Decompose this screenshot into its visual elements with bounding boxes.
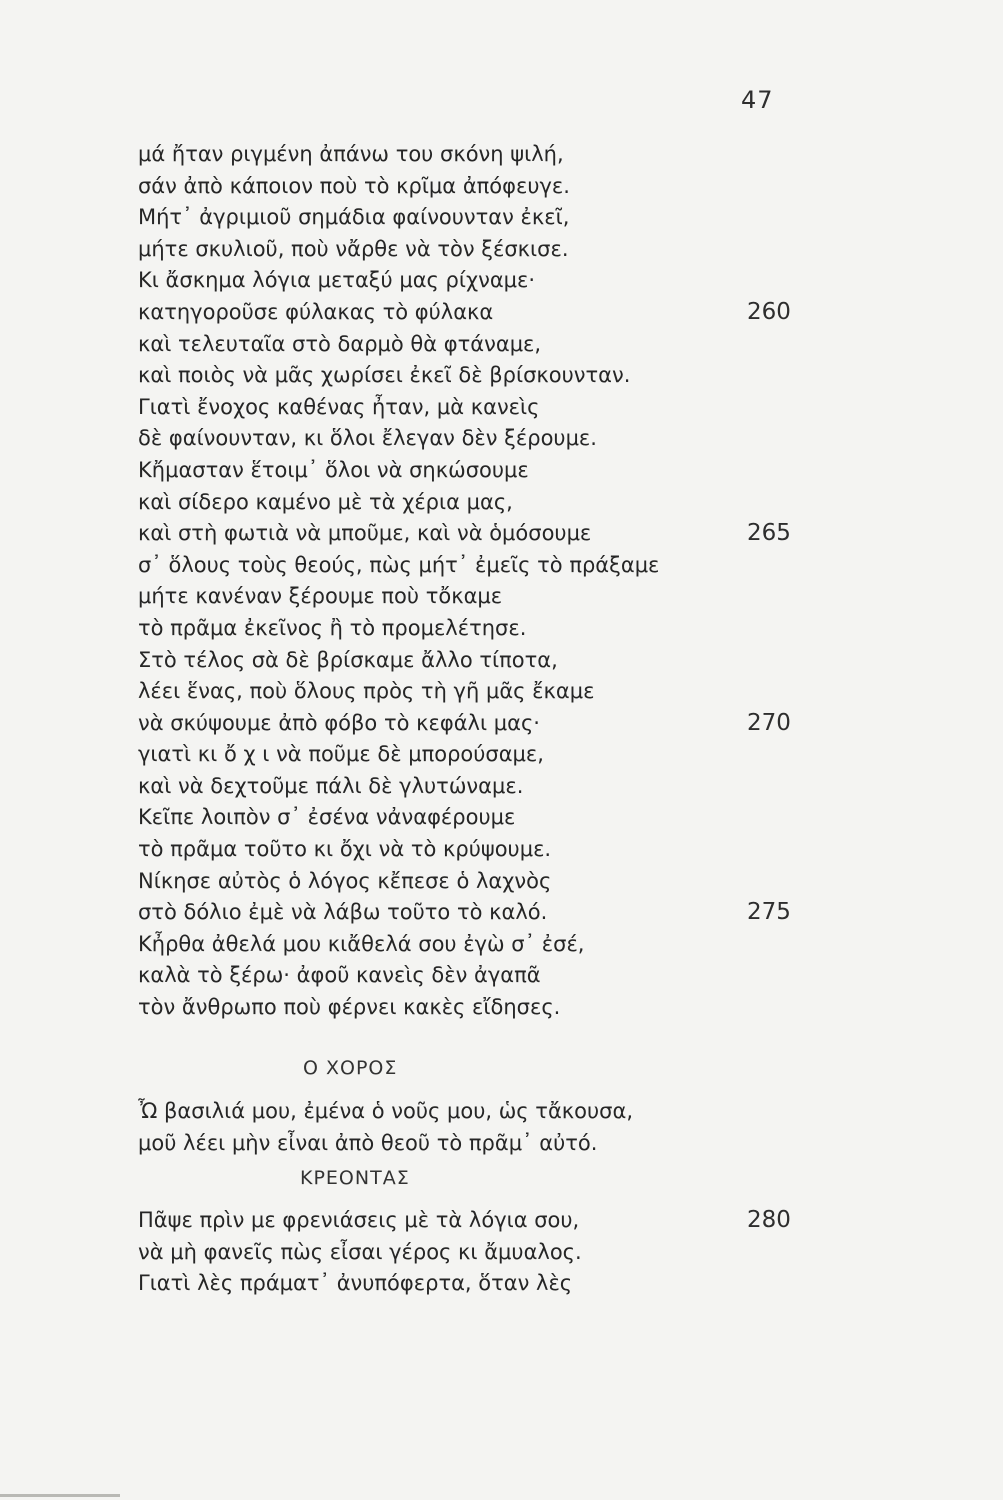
verse-line (138, 1237, 938, 1269)
verse-line (138, 613, 938, 645)
verse-line (138, 645, 938, 677)
page-number: 47 (741, 86, 774, 114)
verse-line-text: Νίκησε αὐτὸς ὁ λόγος κἔπεσε ὁ λαχνὸς (138, 868, 552, 893)
verse-line-text: τὸν ἄνθρωπο ποὺ φέρνει κακὲς εἴδησες. (138, 995, 561, 1020)
speaker-heading-chorus: Ο ΧΟΡΟΣ (303, 1057, 398, 1079)
verse-line (138, 708, 938, 740)
verse-line (138, 518, 938, 550)
verse-block-1 (138, 139, 938, 1024)
verse-line-text: τὸ πρᾶμα ἐκεῖνος ἢ τὸ προμελέτησε. (138, 615, 527, 640)
verse-line-text: μήτε κανέναν ξέρουμε ποὺ τὄκαμε (138, 584, 503, 609)
verse-line (138, 1205, 938, 1237)
verse-line (138, 171, 938, 203)
verse-line (138, 360, 938, 392)
verse-line-text: Ὦ βασιλιά μου, ἐμένα ὁ νοῦς μου, ὡς τἄκουσα, (138, 1099, 633, 1123)
line-number: 265 (747, 520, 791, 547)
verse-line (138, 992, 938, 1024)
line-number: 260 (747, 298, 791, 325)
verse-line-text: καὶ ποιὸς νὰ μᾶς χωρίσει ἐκεῖ δὲ βρίσκουνταν. (138, 363, 631, 388)
verse-line-text: καὶ σίδερο καμένο μὲ τὰ χέρια μας, (138, 489, 513, 514)
verse-line (138, 1128, 938, 1160)
verse-line-text: καὶ νὰ δεχτοῦμε πάλι δὲ γλυτώναμε. (138, 773, 524, 798)
verse-line-text: γιατὶ κι ὄ χ ι νὰ ποῦμε δὲ μπορούσαμε, (138, 742, 544, 767)
verse-line-text: νὰ μὴ φανεῖς πὼς εἶσαι γέρος κι ἄμυαλος. (138, 1239, 582, 1264)
verse-block-3 (138, 1205, 938, 1300)
verse-line-text: Γιατὶ λὲς πράματ᾽ ἀνυπόφερτα, ὅταν λὲς (138, 1271, 573, 1296)
verse-line-text: Κἤμασταν ἕτοιμ᾽ ὅλοι νὰ σηκώσουμε (138, 457, 529, 482)
verse-line (138, 676, 938, 708)
verse-line (138, 455, 938, 487)
verse-line-text: σάν ἀπὸ κάποιον ποὺ τὸ κρῖμα ἀπόφευγε. (138, 173, 570, 198)
verse-line (138, 739, 938, 771)
verse-line (138, 771, 938, 803)
verse-line-text: καλὰ τὸ ξέρω· ἀφοῦ κανεὶς δὲν ἀγαπᾶ (138, 963, 541, 988)
line-number: 275 (747, 899, 791, 926)
scan-edge-mark (0, 1494, 120, 1497)
verse-line (138, 866, 938, 898)
verse-line-text: Κι ἄσκημα λόγια μεταξύ μας ρίχναμε· (138, 268, 536, 293)
verse-line-text: στὸ δόλιο ἐμὲ νὰ λάβω τοῦτο τὸ καλό. (138, 900, 548, 925)
verse-line-text: Κεῖπε λοιπὸν σ᾽ ἐσένα νἀναφέρουμε (138, 805, 516, 830)
verse-line-text: Μήτ᾽ ἀγριμιοῦ σημάδια φαίνουνταν ἐκεῖ, (138, 205, 570, 230)
verse-line (138, 329, 938, 361)
verse-line-text: τὸ πρᾶμα τοῦτο κι ὄχι νὰ τὸ κρύψουμε. (138, 837, 552, 862)
verse-line-text: Γιατὶ ἔνοχος καθένας ἦταν, μὰ κανεὶς (138, 394, 540, 419)
verse-line-text: Πᾶψε πρὶν με φρενιάσεις μὲ τὰ λόγια σου, (138, 1208, 580, 1232)
verse-line-text: κατηγοροῦσε φύλακας τὸ φύλακα (138, 299, 494, 324)
verse-line (138, 202, 938, 234)
verse-line-text: δὲ φαίνουνταν, κι ὅλοι ἔλεγαν δὲν ξέρουμε. (138, 426, 597, 451)
verse-line (138, 1096, 938, 1128)
verse-block-2 (138, 1096, 938, 1159)
verse-line-text: Στὸ τέλος σὰ δὲ βρίσκαμε ἄλλο τίποτα, (138, 647, 558, 672)
verse-line (138, 234, 938, 266)
verse-line-text: Κἦρθα ἀθελά μου κιἄθελά σου ἐγὼ σ᾽ ἐσέ, (138, 931, 585, 956)
line-number: 270 (747, 709, 791, 736)
verse-line-text: μοῦ λέει μὴν εἶναι ἀπὸ θεοῦ τὸ πρᾶμ᾽ αὐτό. (138, 1130, 598, 1155)
speaker-heading-kreon: ΚΡΕΟΝΤΑΣ (300, 1167, 410, 1189)
verse-line (138, 139, 938, 171)
verse-line (138, 802, 938, 834)
verse-line (138, 423, 938, 455)
verse-line (138, 1268, 938, 1300)
verse-line (138, 265, 938, 297)
verse-line (138, 581, 938, 613)
verse-line-text: νὰ σκύψουμε ἀπὸ φόβο τὸ κεφάλι μας· (138, 710, 540, 735)
verse-line (138, 487, 938, 519)
verse-line (138, 297, 938, 329)
verse-line-text: μά ἤταν ριγμένη ἀπάνω του σκόνη ψιλή, (138, 142, 564, 166)
verse-line-text: καὶ τελευταῖα στὸ δαρμὸ θὰ φτάναμε, (138, 331, 542, 356)
verse-line (138, 897, 938, 929)
verse-line-text: μήτε σκυλιοῦ, ποὺ νἄρθε νὰ τὸν ξέσκισε. (138, 236, 569, 261)
verse-line (138, 392, 938, 424)
verse-line-text: σ᾽ ὅλους τοὺς θεούς, πὼς μήτ᾽ ἐμεῖς τὸ πράξαμε (138, 552, 660, 577)
line-number: 280 (747, 1207, 791, 1233)
verse-line (138, 550, 938, 582)
verse-line (138, 960, 938, 992)
verse-line (138, 834, 938, 866)
verse-line-text: καὶ στὴ φωτιὰ νὰ μποῦμε, καὶ νὰ ὁμόσουμε (138, 521, 592, 546)
verse-line (138, 929, 938, 961)
verse-line-text: λέει ἕνας, ποὺ ὅλους πρὸς τὴ γῆ μᾶς ἔκαμε (138, 679, 595, 704)
